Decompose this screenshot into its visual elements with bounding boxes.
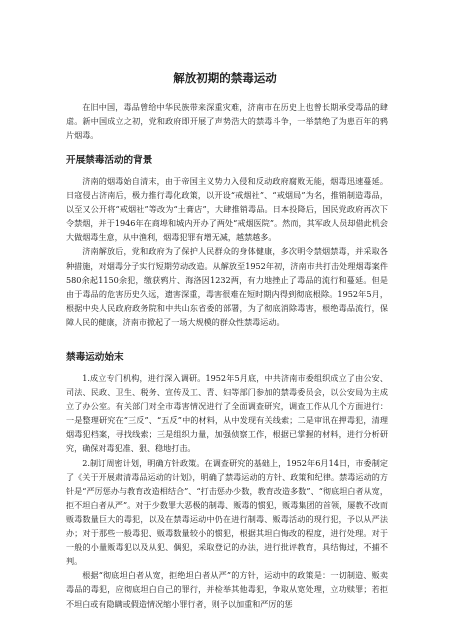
paragraph: 济南的烟毒始自清末，由于帝国主义势力入侵和反动政府腐败无能，烟毒迅速蔓延。日寇侵占济南后，极力推行毒化政策，以开设“戒烟社”、“戒烟局”为名，推销制造毒品，以至又公开将“戒烟社”等改为“土膏店”，大肆推销毒品。日本投降后，国民党政府再次下令禁烟，并于1946年在商埠和城内开办了两处“戒烟医院”。然而，其军政人员却借此机会大做烟毒生意，从中渔利，烟毒犯罪有增无减，越禁越多。	[66, 176, 388, 243]
paragraph: 根据“彻底坦白者从宽，拒绝坦白者从严”的方针，运动中的政策是：一切制造、贩卖毒品的毒犯，应彻底坦白自己的罪行，并检举其他毒犯，争取从宽处理，立功赎罪；若拒不坦白或有隐瞒或假造情况缩小罪行者，则予以加重和严厉的惩	[66, 570, 388, 609]
section-background-body	[66, 174, 388, 329]
page-title: 解放初期的禁毒运动	[173, 71, 277, 85]
paragraph: 1.成立专门机构，进行深入调研。1952年5月底，中共济南市委组织成立了由公安、司法、民政、卫生、税务、宣传及工、青、妇等部门参加的禁毒委员会，以公安局为主成立了办公室。有关部门对全市毒害情况进行了全面调查研究，调查工作从几个方面进行：一是整理研究在“三反”、“五反”中的材料，从中发现有关线索；二是审讯在押毒犯，清理烟毒犯档案，寻找线索；三是组织力量，加强侦察工作，根据已掌握的材料，进行分析研究，确保对毒犯准、狠、稳地打击。	[66, 373, 388, 454]
intro-paragraph: 在旧中国，毒品曾给中华民族带来深重灾难，济南市在历史上也曾长期承受毒品的肆虐。新中国成立之初，党和政府即开展了声势浩大的禁毒斗争，一举禁绝了为患百年的鸦片烟毒。	[66, 102, 388, 141]
paragraph: 2.制订周密计划，明确方针政策。在调查研究的基础上，1952年6月14日，市委制定了《关于开展肃清毒品运动的计划》，明确了禁毒运动的方针、政策和纪律。禁毒运动的方针是“严厉惩办与教育改造相结合”、“打击惩办少数，教育改造多数”、“彻底坦白者从宽，拒不坦白者从严”。对于少数罪大恶极的制毒、贩毒的惯犯，贩毒集团的首领，屡教不改而贩毒数量巨大的毒犯，以及在禁毒运动中仍在进行制毒、贩毒活动的现行犯，予以从严法办；对于那些一般毒犯、贩毒数量较小的惯犯，根据其坦白悔改的程度，进行处理。对于一般的小量贩毒犯以及从犯、偶犯，采取登记的办法，进行批评教育，具结悔过，不捕不判。	[66, 457, 388, 567]
intro-block	[66, 100, 388, 142]
section-campaign-body	[66, 371, 388, 611]
section-heading-background: 开展禁毒活动的背景	[66, 155, 153, 166]
paragraph: 济南解放后，党和政府为了保护人民群众的身体健康，多次明令禁烟禁毒，并采取各种措施，对烟毒分子实行短期劳动改造。从解放至1952年初，济南市共打击处理烟毒案件580余起1150余犯，缴获鸦片、海洛因1232两，有力地挫止了毒品的流行和蔓延。但是由于毒品的危害历史久远，遗害深重，毒害很难在短时期内得到彻底根除。1952年5月，根据中央人民政府政务院和中共山东省委的部署，为了彻底消除毒害，根绝毒品流行，保障人民的健康，济南市掀起了一场大规模的群众性禁毒运动。	[66, 246, 388, 327]
section-heading-campaign: 禁毒运动始末	[66, 352, 124, 363]
